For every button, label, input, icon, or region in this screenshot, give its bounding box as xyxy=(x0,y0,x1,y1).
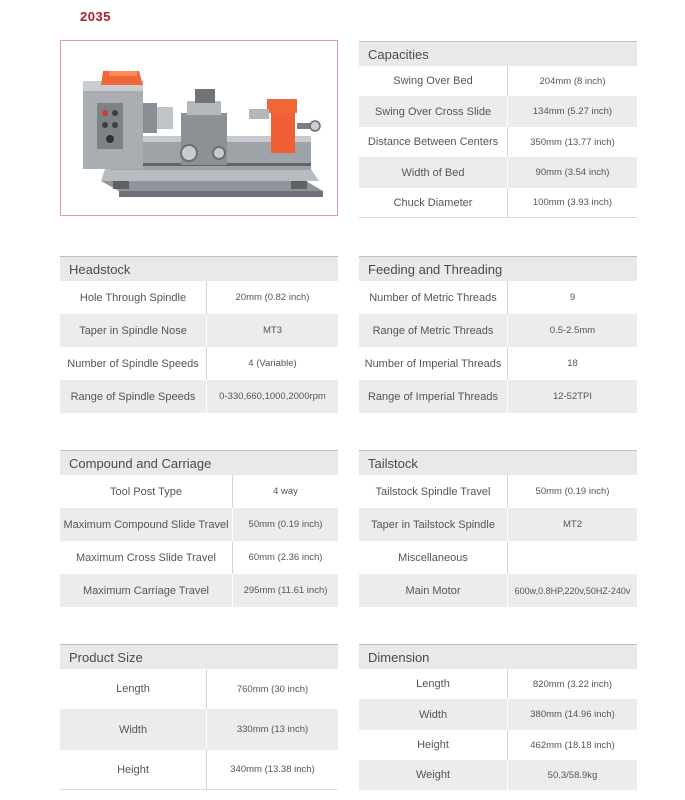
spec-label: Chuck Diameter xyxy=(393,196,473,209)
headstock-table xyxy=(60,256,338,413)
table-row xyxy=(359,669,637,699)
spec-label: Taper in Tailstock Spindle xyxy=(371,518,495,531)
spec-value: 4 way xyxy=(232,475,338,508)
spec-label: Number of Metric Threads xyxy=(369,291,497,304)
table-row xyxy=(60,750,338,790)
spec-value: 0-330,660,1000,2000rpm xyxy=(206,380,338,413)
product-photo xyxy=(60,40,338,216)
spec-value: 134mm (5.27 inch) xyxy=(507,96,637,127)
spec-value: 0.5-2.5mm xyxy=(507,314,637,347)
spec-value: 330mm (13 inch) xyxy=(206,709,338,750)
spec-value: 4 (Variable) xyxy=(206,347,338,380)
spec-value: 340mm (13.38 inch) xyxy=(206,750,338,789)
spec-label: Swing Over Cross Slide xyxy=(374,105,492,118)
spec-label: Range of Metric Threads xyxy=(372,324,494,337)
product-size-title: Product Size xyxy=(60,644,338,669)
product-size-table xyxy=(60,644,338,790)
spec-value: 9 xyxy=(507,281,637,314)
table-row xyxy=(359,66,637,96)
headstock-title: Headstock xyxy=(60,256,338,281)
tailstock-table xyxy=(359,450,637,607)
table-row xyxy=(359,96,637,127)
capacities-table xyxy=(359,41,637,218)
spec-value: 90mm (3.54 inch) xyxy=(507,157,637,188)
spec-value: 50mm (0.19 inch) xyxy=(507,475,637,508)
table-row xyxy=(60,541,338,574)
table-row xyxy=(359,508,637,541)
compound-title: Compound and Carriage xyxy=(60,450,338,475)
spec-label: Distance Between Centers xyxy=(367,136,499,148)
spec-value: 295mm (11.61 inch) xyxy=(232,574,338,607)
spec-label: Maximum Compound Slide Travel xyxy=(63,518,229,531)
table-row xyxy=(60,475,338,508)
spec-value: 600w,0.8HP,220v,50HZ-240v xyxy=(507,574,637,607)
capacities-title: Capacities xyxy=(359,41,637,66)
spec-value: 18 xyxy=(507,347,637,380)
table-row xyxy=(60,574,338,607)
table-row xyxy=(359,475,637,508)
spec-label: Taper in Spindle Nose xyxy=(79,324,187,337)
spec-label: Range of Imperial Threads xyxy=(367,390,499,403)
spec-label: Main Motor xyxy=(405,584,461,597)
table-row xyxy=(359,699,637,730)
spec-value: 462mm (18.18 inch) xyxy=(507,730,637,760)
spec-label: Tool Post Type xyxy=(110,485,182,498)
table-row xyxy=(359,127,637,157)
table-row xyxy=(359,347,637,380)
spec-label: Height xyxy=(117,763,149,776)
spec-value: MT2 xyxy=(507,508,637,541)
spec-label: Width xyxy=(118,723,148,736)
spec-value: 20mm (0.82 inch) xyxy=(206,281,338,314)
spec-value: 50.3/58.9kg xyxy=(507,760,637,790)
table-row xyxy=(359,730,637,760)
spec-value: 12-52TPI xyxy=(507,380,637,413)
spec-label: Width of Bed xyxy=(401,166,465,179)
table-row xyxy=(60,347,338,380)
spec-label: Maximum Carriage Travel xyxy=(83,584,209,597)
table-row xyxy=(359,541,637,574)
table-row xyxy=(359,380,637,413)
spec-value xyxy=(507,541,637,574)
table-row xyxy=(359,157,637,188)
tailstock-title: Tailstock xyxy=(359,450,637,475)
table-row xyxy=(359,314,637,347)
table-row xyxy=(60,669,338,709)
spec-label: Swing Over Bed xyxy=(393,75,473,87)
lathe-illustration xyxy=(61,41,338,216)
spec-label: Height xyxy=(417,739,449,751)
spec-label: Hole Through Spindle xyxy=(79,291,187,304)
model-number: 2035 xyxy=(80,9,111,24)
table-row xyxy=(359,188,637,218)
dimension-table xyxy=(359,644,637,790)
spec-value: 100mm (3.93 inch) xyxy=(507,188,637,217)
spec-value: 760mm (30 inch) xyxy=(206,669,338,709)
spec-label: Length xyxy=(416,678,450,690)
spec-value: 204mm (8 inch) xyxy=(507,66,637,96)
spec-value: 820mm (3.22 inch) xyxy=(507,669,637,699)
spec-label: Miscellaneous xyxy=(398,551,468,564)
table-row xyxy=(60,709,338,750)
spec-label: Weight xyxy=(415,769,451,781)
spec-label: Tailstock Spindle Travel xyxy=(375,485,491,498)
table-row xyxy=(60,508,338,541)
feeding-threading-table xyxy=(359,256,637,413)
spec-value: 60mm (2.36 inch) xyxy=(232,541,338,574)
table-row xyxy=(60,314,338,347)
spec-label: Length xyxy=(116,683,150,695)
feeding-title: Feeding and Threading xyxy=(359,256,637,281)
spec-value: 380mm (14.96 inch) xyxy=(507,699,637,730)
spec-value: 350mm (13.77 inch) xyxy=(507,127,637,157)
compound-carriage-table xyxy=(60,450,338,607)
spec-label: Maximum Cross Slide Travel xyxy=(76,551,216,564)
table-row xyxy=(60,281,338,314)
spec-value: MT3 xyxy=(206,314,338,347)
table-row xyxy=(359,760,637,790)
table-row xyxy=(359,281,637,314)
table-row xyxy=(60,380,338,413)
spec-label: Range of Spindle Speeds xyxy=(70,390,196,403)
dimension-title: Dimension xyxy=(359,644,637,669)
spec-label: Width xyxy=(418,708,448,721)
table-row xyxy=(359,574,637,607)
spec-value: 50mm (0.19 inch) xyxy=(232,508,338,541)
spec-label: Number of Spindle Speeds xyxy=(67,357,199,370)
spec-label: Number of Imperial Threads xyxy=(364,357,502,370)
